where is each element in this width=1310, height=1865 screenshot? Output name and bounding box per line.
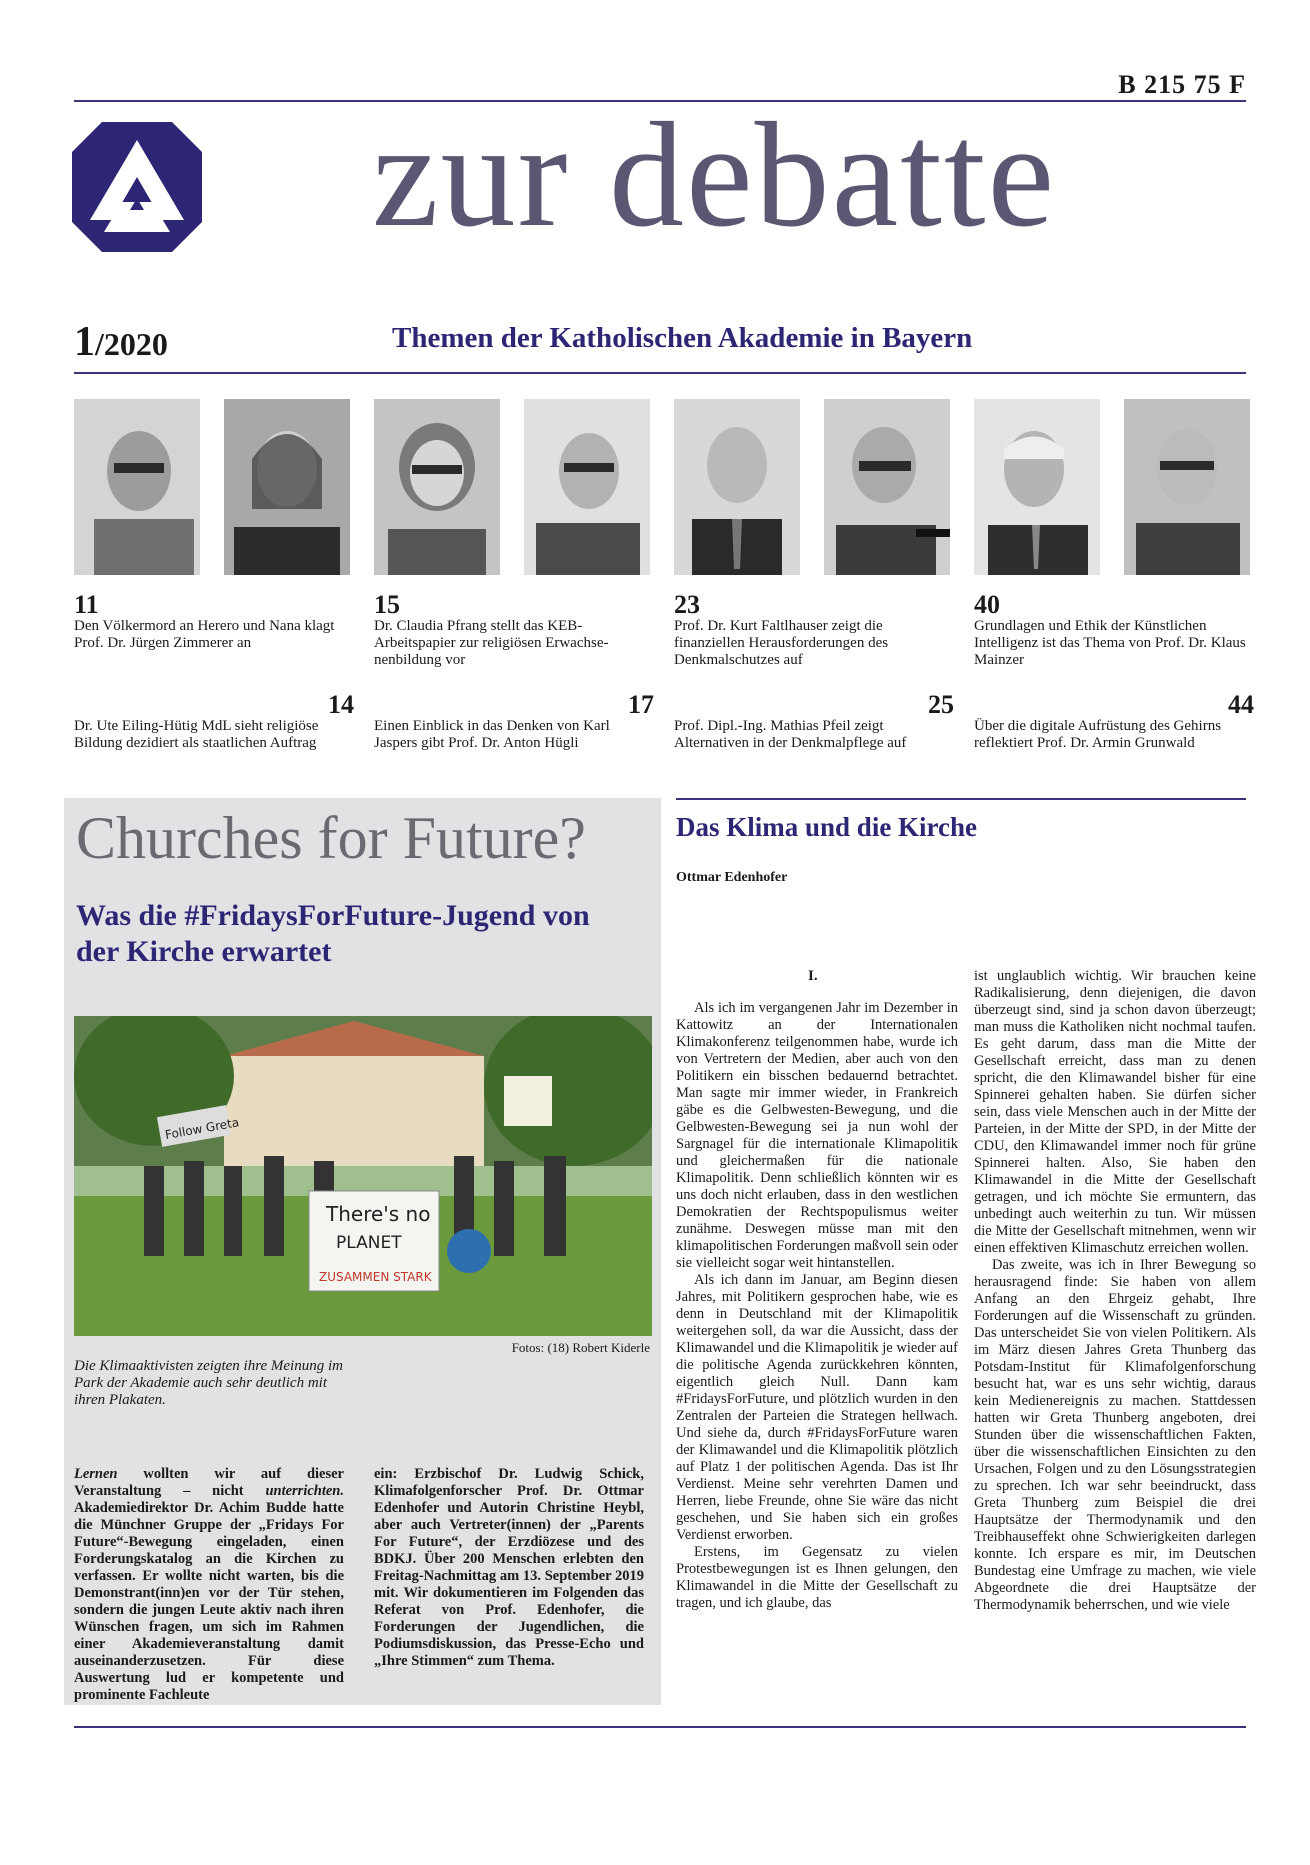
portrait-photo — [524, 399, 650, 575]
portrait-photo — [824, 399, 950, 575]
paragraph: Als ich dann im Januar, am Beginn diesen Jahres, mit Politikern gesprochen habe, wie es denn in Deutschland mit der Klimapolitik weitergehen soll, da war die Aussicht, dass der Klimawandel und die Klimapolitik je wieder auf die politische Agenda zurückkehren könnten, eigentlich gleich Null. Dann kam #FridaysForFuture, und plötzlich wurden in den Zentralen der Parteien die Strategen hellwach. Und siehe da, durch #FridaysForFuture waren der Klimawandel und die Klimapolitik plötzlich auf Platz 1 der politischen Agenda. Das ist Ihr Verdienst. Meine sehr verehrten Damen und Herren, liebe Freunde, ohne Sie wäre das nicht geschehen, und Sie haben sich ein großes Verdienst erworben. — [676, 1272, 958, 1543]
teaser-page-number: 11 — [74, 590, 99, 619]
teaser-page-number: 40 — [974, 590, 1000, 619]
portrait-photo — [1124, 399, 1250, 575]
portrait-photo — [374, 399, 500, 575]
body-text: wollten wir auf dieser Veranstaltung – nicht — [74, 1466, 344, 1499]
sign-text: PLANET — [336, 1233, 402, 1253]
feature-intro-column: ein: Erzbischof Dr. Ludwig Schick, Klimafolgenforscher Prof. Dr. Ottmar Edenhofer und Autorin Christine Heybl, aber auch Vertreter(innen) der „Parents For Future“, der Erzdiözese und des BDKJ. Über 200 Menschen erlebten den Freitag-Nachmittag am 13. September 2019 mit. Wir dokumentieren im Folgenden das Referat von Prof. Edenhofer, die Forderungen der Jugendlichen, die Podiumsdiskussion, das Presse-Echo und „Ihre Stimmen“ zum Thema. — [374, 1466, 644, 1669]
article-author: Ottmar Edenhofer — [676, 870, 788, 885]
emphasis: unterrichten. — [265, 1483, 344, 1499]
article-column — [676, 1000, 958, 1612]
teaser[interactable] — [974, 592, 1254, 669]
teaser[interactable] — [374, 692, 654, 752]
teaser-text: Über die digitale Aufrüstung des Gehirns reflektiert Prof. Dr. Armin Grunwald — [974, 718, 1222, 751]
portrait-photo — [224, 399, 350, 575]
sign-text: Follow Greta — [163, 1115, 241, 1143]
teaser-text: Prof. Dr. Kurt Faltlhauser zeigt die finanziellen Herausforderungen des Denkmalschutzes auf — [674, 618, 889, 668]
teaser[interactable] — [74, 692, 354, 752]
teaser[interactable] — [674, 692, 954, 752]
teaser-text: Dr. Claudia Pfrang stellt das KEB-Arbeitspapier zur religiösen Erwachse-nenbildung vor — [374, 618, 609, 668]
teaser-page-number: 17 — [628, 690, 654, 719]
teaser[interactable] — [974, 692, 1254, 752]
feature-subtitle: Was die #FridaysForFuture-Jugend von der Kirche erwartet — [76, 899, 590, 968]
article-column — [974, 968, 1256, 1614]
akademie-logo-icon — [72, 122, 202, 252]
issue-label — [74, 318, 168, 366]
teaser[interactable] — [74, 592, 354, 652]
postal-code: B 215 75 F — [1118, 70, 1246, 99]
paragraph: ist unglaublich wichtig. Wir brauchen keine Radikalisierung, denn diejenigen, die davon überzeugt sind, sind ja schon davon überzeugt; man muss die Katholiken nicht nochmal taufen. Es geht darum, dass man die Mitte der Gesellschaft erreicht, dass man zu denen spricht, die den Klimawandel bisher für eine Spinnerei gehalten haben. Sie dürfen sicher sein, dass viele Menschen auch in der Mitte der Parteien, in der Mitte der SPD, in der Mitte der CDU, den Klimawandel immer noch für grüne Spinnerei halten. Also, Sie haben den Klimawandel in die Mitte der Gesellschaft getragen, und ich möchte Sie ermuntern, das unbedingt auch weiterhin zu tun. Wir müssen die Mitte der Gesellschaft mitnehmen, wenn wir einen effektiven Klimaschutz erreichen wollen. — [974, 968, 1256, 1256]
footer-rule — [74, 1726, 1246, 1728]
emphasis: Lernen — [74, 1466, 118, 1482]
teaser-text: Den Völkermord an Herero und Nana klagt Prof. Dr. Jürgen Zimmerer an — [74, 618, 335, 651]
teaser-page-number: 44 — [1228, 690, 1254, 719]
teaser-page-number: 15 — [374, 590, 400, 619]
paragraph: Erstens, im Gegensatz zu vielen Protestbewegungen ist es Ihnen gelungen, den Klimawandel in die Mitte der Gesellschaft zu tragen, und ich glaube, das — [676, 1544, 958, 1611]
feature-title: Churches for Future? — [76, 805, 586, 871]
photo-credit: Fotos: (18) Robert Kiderle — [511, 1340, 650, 1355]
issue-number: 1 — [74, 319, 95, 365]
teaser[interactable] — [374, 592, 654, 669]
teaser-text: Prof. Dipl.-Ing. Mathias Pfeil zeigt Alternativen in der Denkmalpflege auf — [674, 718, 907, 751]
article-rule — [676, 798, 1246, 800]
paragraph: Das zweite, was ich in Ihrer Bewegung so herausragend finde: Sie haben von allem Anfang an den Ehrgeiz gehabt, Ihre Forderungen auf die Wissenschaft zu gründen. Das unterscheidet Sie von vielen Politikern. Als im März diesen Jahres Greta Thunberg das Potsdam-Institut für Klimafolgenforschung besucht hat, war es uns sehr wichtig, daraus kein Medienereignis zu machen. Stattdessen hatten wir Greta Thunberg angeboten, drei Stunden über die wissenschaftlichen Fakten, über die wissenschaftlichen Einsichten zu den Ursachen, Folgen und zu den Lösungsstrategien zu sprechen. Ich war sehr beeindruckt, dass Greta Thunberg zum Beispiel die drei Hauptsätze der Thermodynamik und den Treibhauseffekt ohne Schwierigkeiten darlegen konnte. Ich erspare es mir, im Deutschen Bundestag eine Umfrage zu machen, wie viele Abgeordnete die drei Hauptsätze der Thermodynamik beherrschen, und wie viele — [974, 1257, 1256, 1613]
portrait-photo — [74, 399, 200, 575]
issue-year: /2020 — [95, 326, 168, 362]
portrait-photo — [674, 399, 800, 575]
teaser[interactable] — [674, 592, 954, 669]
teaser-text: Grundlagen und Ethik der Künstlichen Intelligenz ist das Thema von Prof. Dr. Klaus Mainzer — [974, 618, 1246, 668]
tagline: Themen der Katholischen Akademie in Bayern — [392, 322, 973, 354]
feature-intro-column — [74, 1466, 344, 1704]
section-number: I. — [808, 968, 818, 984]
photo-caption: Die Klimaaktivisten zeigten ihre Meinung im Park der Akademie auch sehr deutlich mit ihren Plakaten. — [74, 1358, 343, 1408]
header-rule — [74, 372, 1246, 374]
teaser-page-number: 25 — [928, 690, 954, 719]
teaser-text: Dr. Ute Eiling-Hütig MdL sieht religiöse Bildung dezidiert als staatlichen Auftrag — [74, 718, 319, 751]
teaser-page-number: 14 — [328, 690, 354, 719]
feature-photo — [74, 1016, 652, 1336]
teaser-text: Einen Einblick in das Denken von Karl Jaspers gibt Prof. Dr. Anton Hügli — [374, 718, 610, 751]
sign-text: There's no — [326, 1202, 431, 1226]
portrait-photo — [974, 399, 1100, 575]
masthead-title: zur debatte — [372, 92, 1057, 258]
paragraph: Als ich im vergangenen Jahr im Dezember in Kattowitz an der Internationalen Klimakonferenz teilgenommen habe, wurde ich von Vertretern der Medien, aber auch von den Politikern ein bisschen bedauernd betrachtet. Man sagte mir immer wieder, in Frankreich gäbe es die Gelbwesten-Bewegung, und die Gelbwesten-Bewegung sei ja nun wohl der Sargnagel für die internationale Klimapolitik und gleichermaßen für die nationale Klimapolitik. Denn schließlich könnten wir es uns doch nicht erlauben, dass in den westlichen Demokratien der Rechtspopulismus weiter zunähme. Deswegen müsse man mit den klimapolitischen Forderungen maßvoll sein oder sie vielleicht sogar weit hintanstellen. — [676, 1000, 958, 1271]
article-title: Das Klima und die Kirche — [676, 812, 978, 842]
sign-text: ZUSAMMEN STARK — [319, 1270, 432, 1284]
body-text: Akademiedirektor Dr. Achim Budde hatte die Münchner Gruppe der „Fridays For Future“-Bewegung eingeladen, einen Forderungskatalog an die Kirchen zu verfassen. Er wollte nicht warten, bis die Demonstrant(inn)en vor der Tür stehen, sondern die jungen Leute aktiv nach ihren Wünschen fragen, um sich im Rahmen einer Akademieveranstaltung damit auseinanderzusetzen. Für diese Auswertung lud er kompetente und prominente Fachleute — [74, 1500, 344, 1703]
teaser-page-number: 23 — [674, 590, 700, 619]
